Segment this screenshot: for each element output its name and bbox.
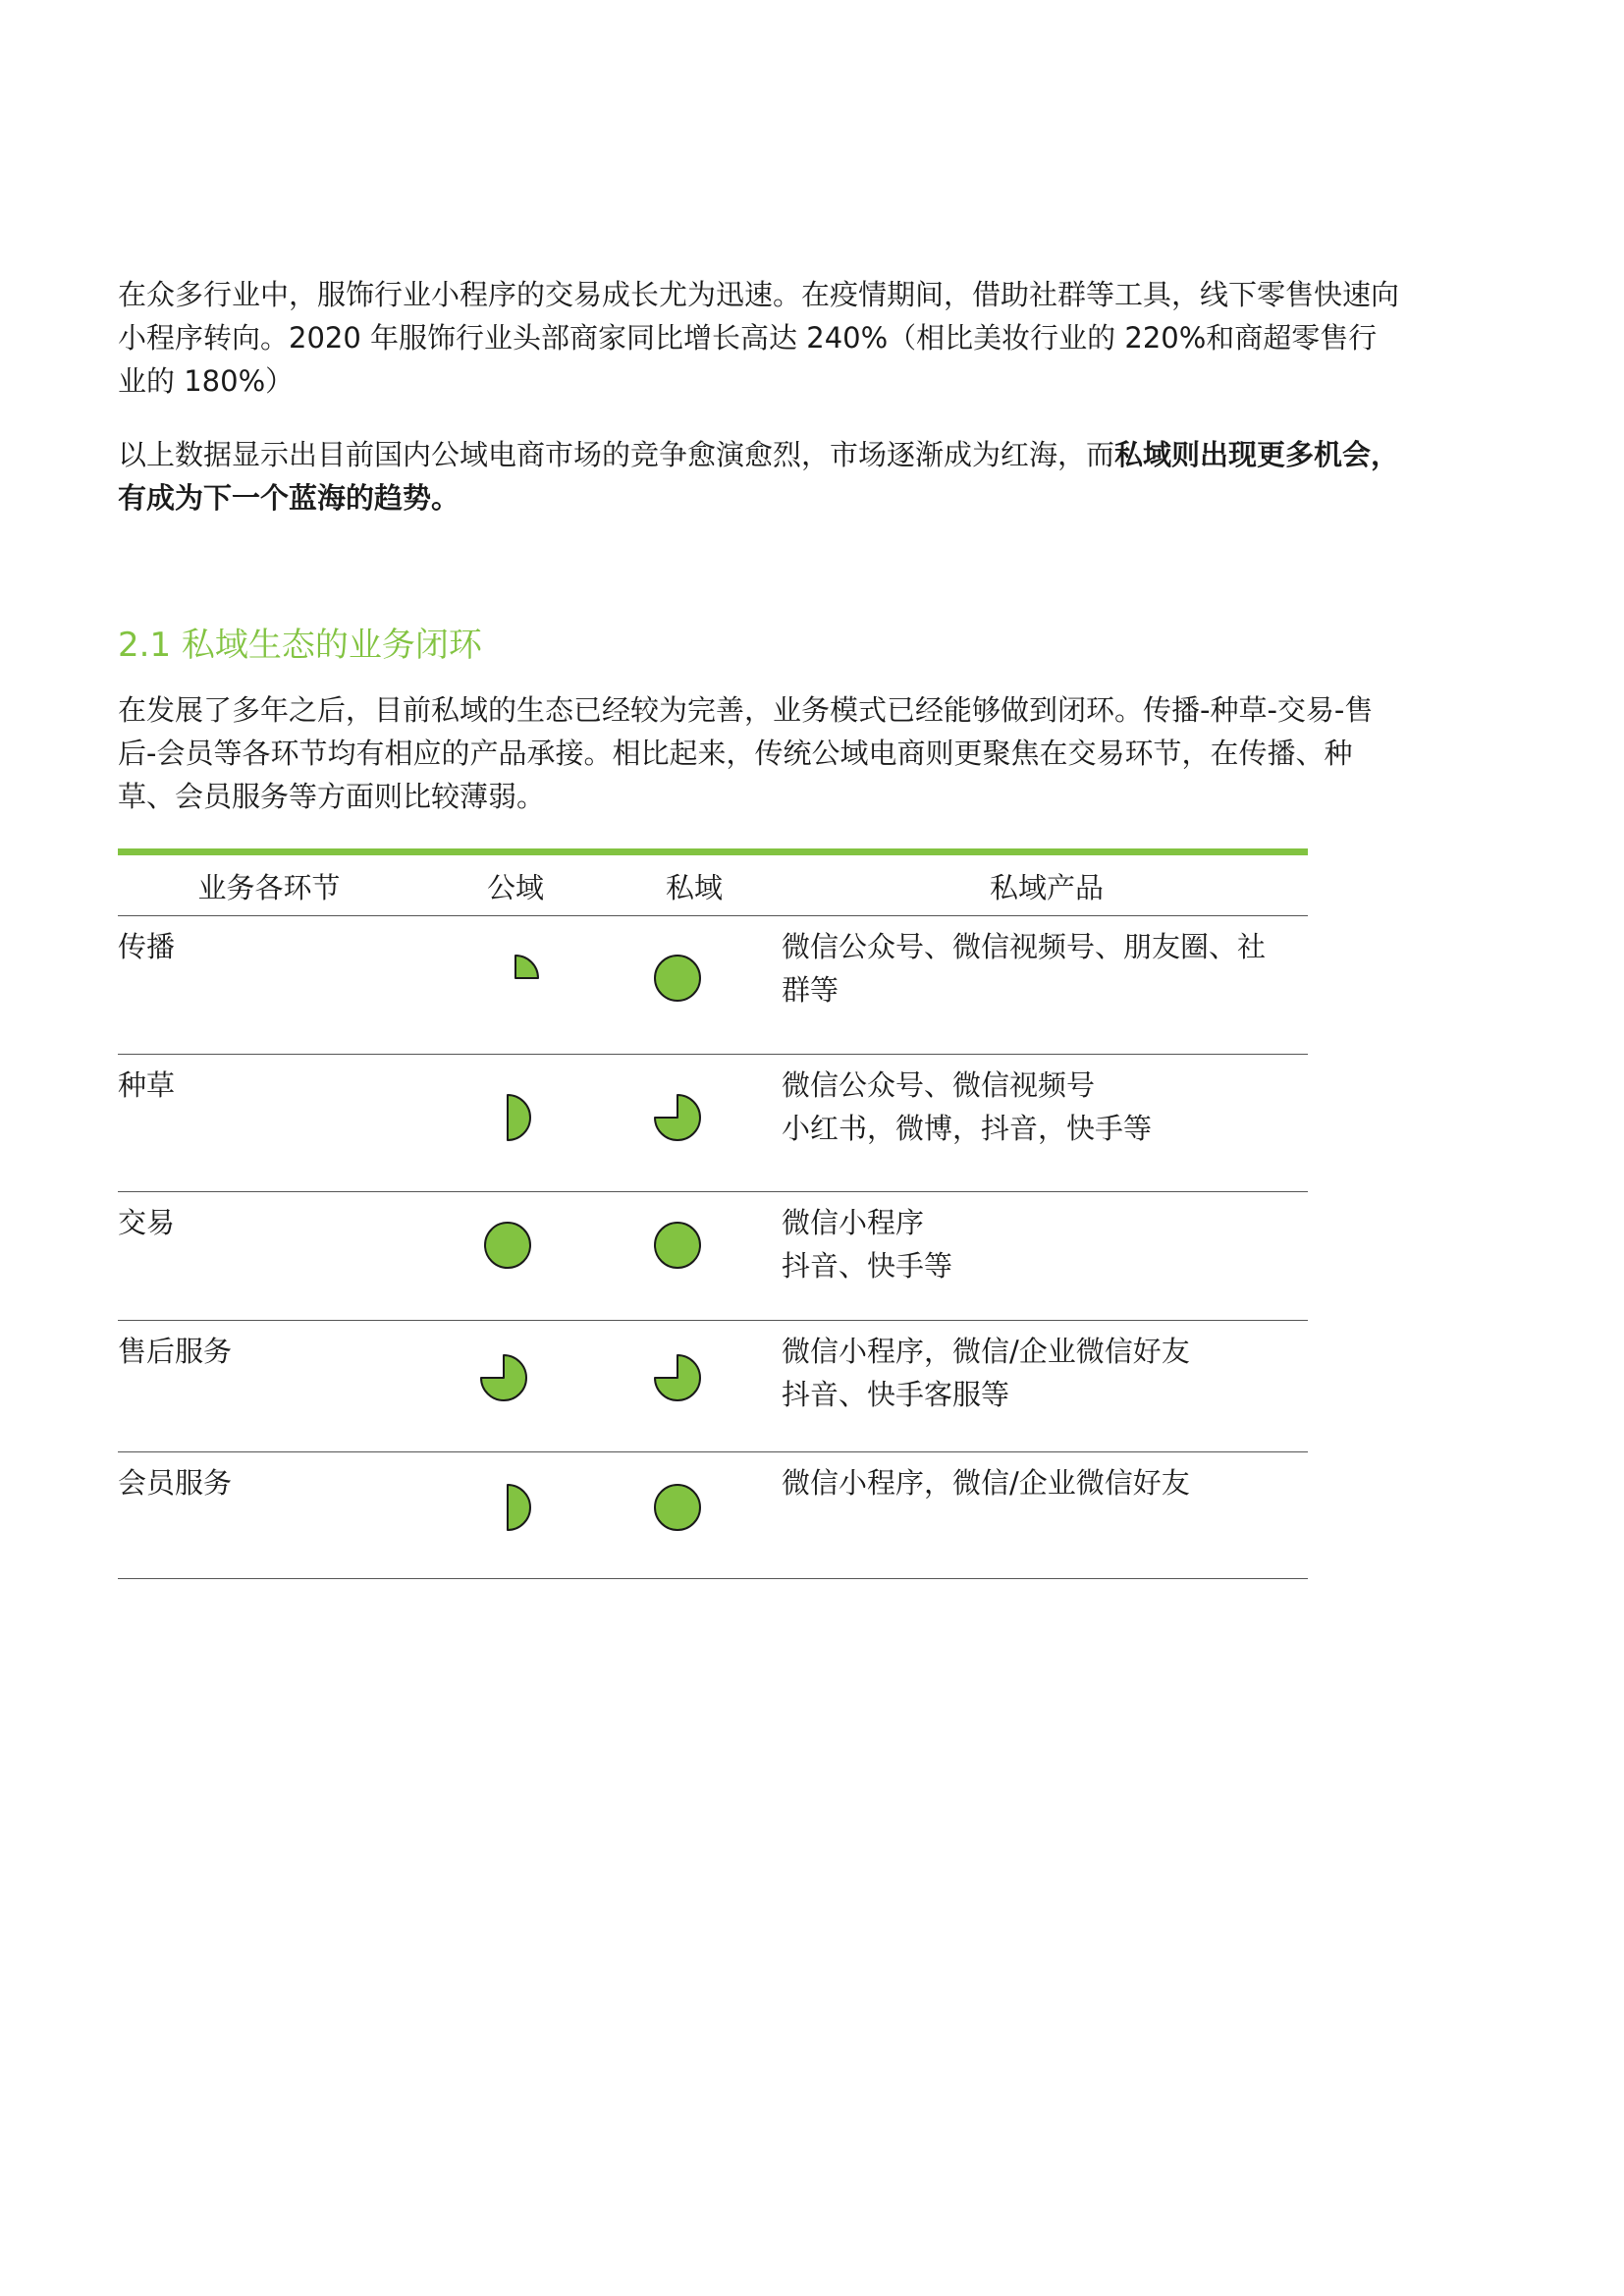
pie-segment	[515, 956, 538, 978]
product-line: 抖音、快手等	[782, 1249, 953, 1283]
product-line: 微信公众号、微信视频号、朋友圈、社	[782, 930, 1267, 963]
table-top-rule	[118, 848, 1308, 855]
product-line: 微信公众号、微信视频号	[782, 1068, 1096, 1102]
public-level-icon	[476, 1476, 539, 1539]
header-private: 私域	[665, 871, 723, 904]
section-heading: 2.1 私域生态的业务闭环	[118, 626, 482, 665]
row-products	[782, 1330, 1312, 1416]
product-line: 微信小程序，微信/企业微信好友	[782, 1466, 1190, 1500]
row-stage-name: 传播	[118, 930, 176, 963]
row-products	[782, 1461, 1312, 1504]
pie-segment	[485, 1223, 530, 1268]
table-divider	[118, 1191, 1308, 1192]
row-stage-name: 交易	[118, 1206, 176, 1239]
private-level-icon	[646, 1214, 709, 1277]
product-line: 微信小程序，微信/企业微信好友	[782, 1335, 1190, 1368]
private-level-icon	[646, 1476, 709, 1539]
conclusion-text: 以上数据显示出目前国内公域电商市场的竞争愈演愈烈，市场逐渐成为红海，而	[118, 438, 1115, 471]
pie-segment	[655, 1355, 700, 1400]
conclusion-bold-text: 私域则出现更多机会，有成为下一个蓝海的趋势。	[118, 438, 1400, 515]
pie-segment	[655, 1095, 700, 1140]
pie-segment	[655, 956, 700, 1001]
table-divider	[118, 1054, 1308, 1055]
row-stage-name: 会员服务	[118, 1466, 233, 1500]
row-products	[782, 925, 1312, 1011]
row-products	[782, 1201, 1312, 1287]
public-level-icon	[484, 947, 547, 1010]
row-products	[782, 1064, 1312, 1150]
header-stage: 业务各环节	[197, 871, 341, 904]
private-level-icon	[646, 1086, 709, 1149]
private-level-icon	[646, 947, 709, 1010]
row-stage-name: 种草	[118, 1068, 176, 1102]
header-products: 私域产品	[989, 871, 1104, 904]
product-line: 抖音、快手客服等	[782, 1378, 1010, 1411]
section-paragraph: 在发展了多年之后，目前私域的生态已经较为完善，业务模式已经能够做到闭环。传播-种草-交易-售后-会员等各环节均有相应的产品承接。相比起来，传统公域电商则更聚焦在交易环节，在传播、种草、会员服务等方面则比较薄弱。	[118, 693, 1374, 813]
table-divider	[118, 1451, 1308, 1452]
public-level-icon	[476, 1214, 539, 1277]
public-level-icon	[476, 1086, 539, 1149]
table-divider	[118, 1320, 1308, 1321]
conclusion-paragraph	[118, 433, 1404, 519]
pie-segment	[655, 1485, 700, 1530]
table-divider	[118, 915, 1308, 916]
table-divider	[118, 1578, 1308, 1579]
pie-segment	[508, 1095, 530, 1140]
pie-segment	[655, 1223, 700, 1268]
pie-segment	[481, 1355, 526, 1400]
product-line: 群等	[782, 973, 839, 1007]
row-stage-name: 售后服务	[118, 1335, 233, 1368]
product-line: 小红书，微博，抖音，快手等	[782, 1112, 1153, 1145]
intro-paragraph: 在众多行业中，服饰行业小程序的交易成长尤为迅速。在疫情期间，借助社群等工具，线下零售快速向小程序转向。2020 年服饰行业头部商家同比增长高达 240%（相比美妆行业的 220%和商超零售行业的 180%）	[118, 278, 1400, 398]
public-level-icon	[472, 1346, 535, 1409]
product-line: 微信小程序	[782, 1206, 925, 1239]
private-level-icon	[646, 1346, 709, 1409]
header-public: 公域	[486, 871, 544, 904]
pie-segment	[508, 1485, 530, 1530]
